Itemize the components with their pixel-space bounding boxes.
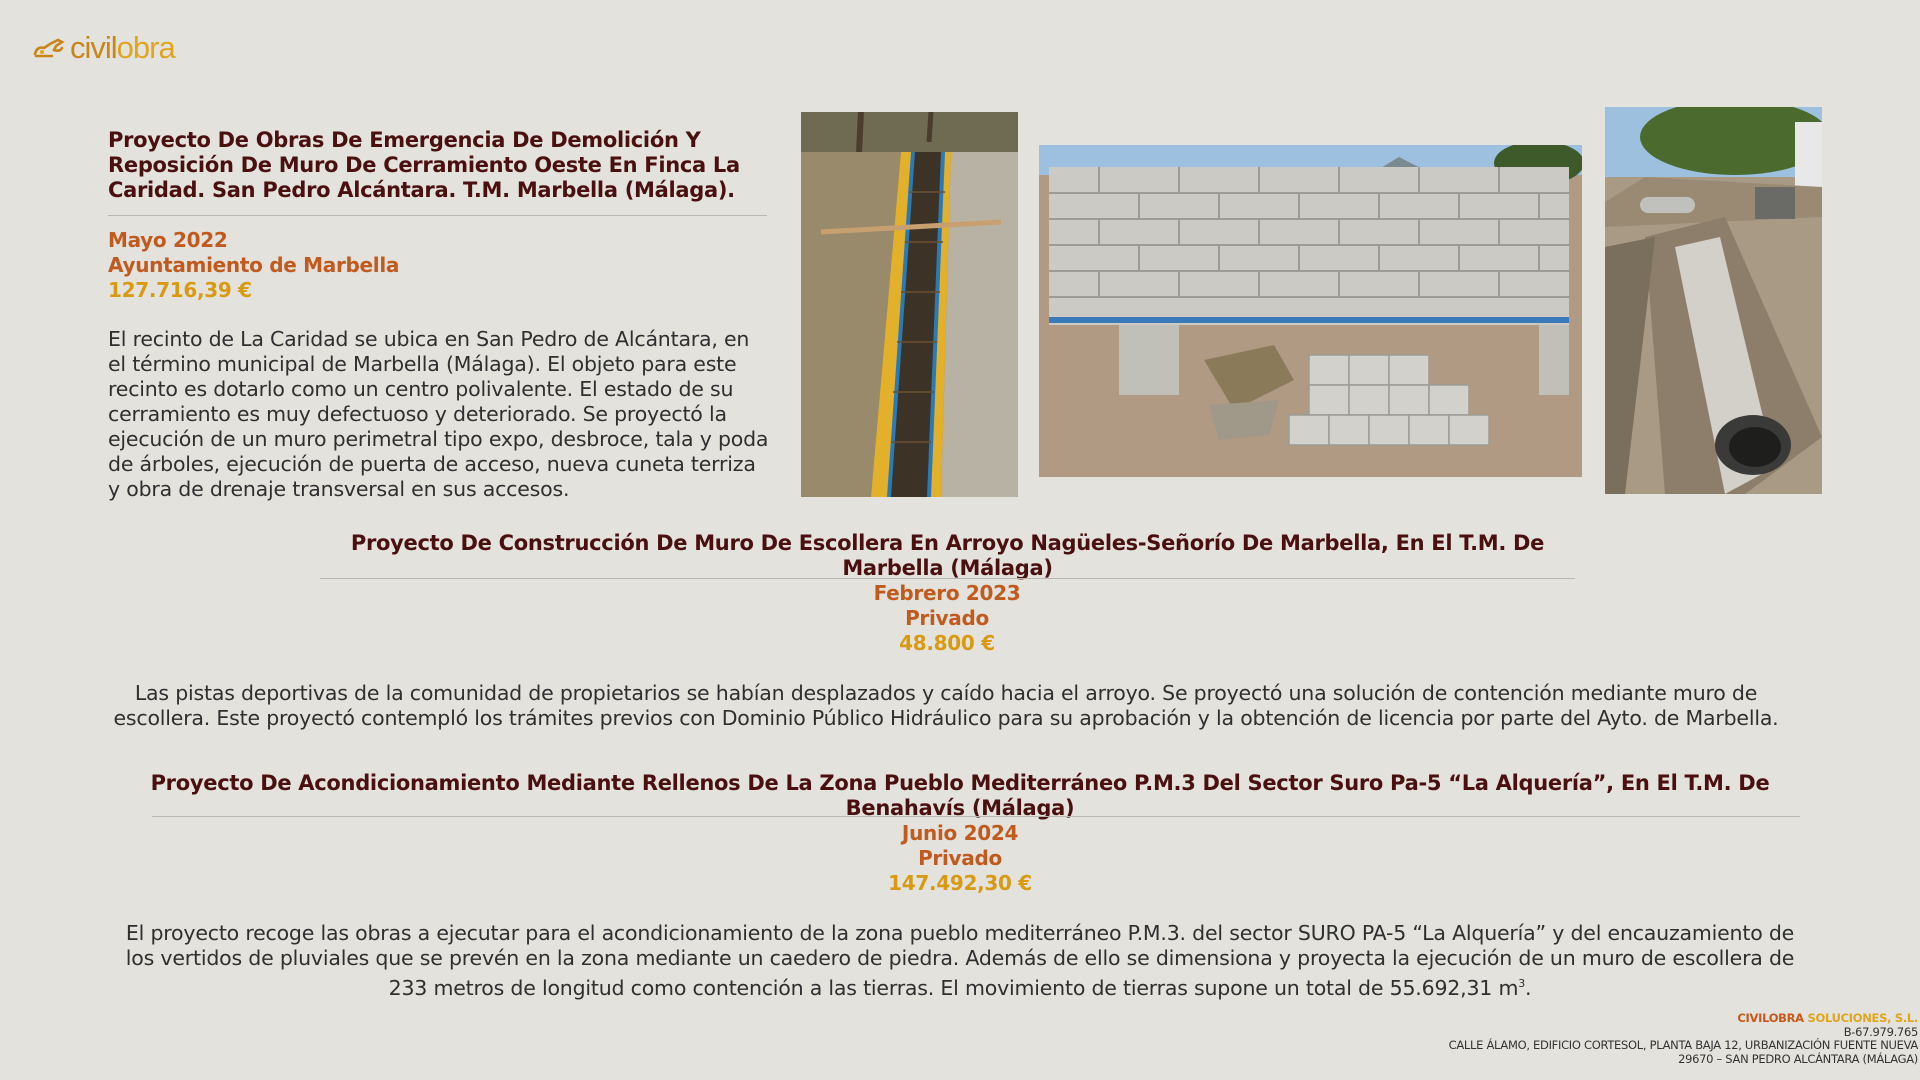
trench-formwork-photo (801, 112, 1018, 497)
project-1-description: El recinto de La Caridad se ubica en San Pedro de Alcántara, en el término municipal de Marbella (Málaga). El objeto para este recinto es dotarlo como un centro polivalente. El estado de su cerramiento es muy defectuoso y deteriorado. Se proyectó la ejecución de un muro perimetral tipo expo, desbroce, tala y poda de árboles, ejecución de puerta de acceso, nueva cuneta terriza y obra de drenaje transversal en sus accesos. (108, 327, 769, 501)
block-wall-photo (1039, 145, 1582, 477)
project-2-title: Proyecto De Construcción De Muro De Escollera En Arroyo Nagüeles-Señorío De Marbella, En El T.M. De Marbella (Málaga) (350, 531, 1545, 580)
project-2-amount: 48.800 € (899, 631, 995, 655)
description-period: . (1525, 975, 1532, 1000)
project-3-title: Proyecto De Acondicionamiento Mediante Rellenos De La Zona Pueblo Mediterráneo P.M.3 Del Sector Suro Pa-5 “La Alquería”, En El T.M. De Benahavís (Málaga) (150, 771, 1770, 820)
project-3-client: Privado (918, 846, 1002, 870)
project-1-amount: 127.716,39 € (108, 278, 252, 302)
project-2-meta (797, 581, 1097, 656)
logo-wordmark (70, 30, 175, 66)
footer-cif: B-67.979.765 (1843, 1024, 1918, 1039)
project-3-date: Junio 2024 (901, 821, 1019, 845)
company-footer (1449, 1012, 1918, 1066)
excavator-icon (32, 36, 66, 60)
project-1-date: Mayo 2022 (108, 228, 228, 252)
project-2-divider (320, 578, 1575, 579)
footer-company (1449, 1012, 1918, 1026)
footer-address-line1: CALLE ÁLAMO, EDIFICIO CORTESOL, PLANTA BAJA 12, URBANIZACIÓN FUENTE NUEVA (1448, 1038, 1918, 1052)
pipe-trench-photo (1605, 107, 1822, 494)
cubic-superscript: 3 (1518, 977, 1526, 990)
project-1-meta (108, 228, 608, 303)
project-1-divider (108, 215, 767, 216)
logo (32, 30, 175, 66)
project-2-date: Febrero 2023 (873, 581, 1021, 605)
project-3-description-text: El proyecto recoge las obras a ejecutar para el acondicionamiento de la zona pueblo mediterráneo P.M.3. del sector SURO PA-5 “La Alquería” y del encauzamiento de los vertidos de pluviales que se prevén en la zona mediante un caedero de piedra. Además de ello se dimensiona y proyecta la ejecución de un muro de escollera de 233 metros de longitud como contención a las tierras. El movimiento de tierras supone un total de 55.692,31 m (125, 921, 1795, 1000)
project-3-meta (810, 821, 1110, 896)
footer-company-suffix: SOLUCIONES, S.L. (1803, 1011, 1918, 1025)
project-2-client: Privado (905, 606, 989, 630)
project-3-description (110, 921, 1810, 1001)
project-1-client: Ayuntamiento de Marbella (108, 253, 400, 277)
project-3-amount: 147.492,30 € (888, 871, 1032, 895)
project-1-title: Proyecto De Obras De Emergencia De Demolición Y Reposición De Muro De Cerramiento Oeste En Finca La Caridad. San Pedro Alcántara. T.M. Marbella (Málaga). (108, 128, 740, 202)
logo-part-obra: obra (116, 30, 175, 65)
footer-address-line2: 29670 – SAN PEDRO ALCÁNTARA (MÁLAGA) (1678, 1051, 1918, 1066)
logo-part-civil: civil (70, 30, 117, 65)
project-3-divider (152, 816, 1800, 817)
project-2-description: Las pistas deportivas de la comunidad de propietarios se habían desplazados y caído hacia el arroyo. Se proyectó una solución de contención mediante muro de escollera. Este proyectó contempló los trámites previos con Dominio Público Hidráulico para su aprobación y la obtención de licencia por parte del Ayto. de Marbella. (113, 681, 1779, 730)
footer-company-name: CIVILOBRA (1737, 1011, 1804, 1025)
